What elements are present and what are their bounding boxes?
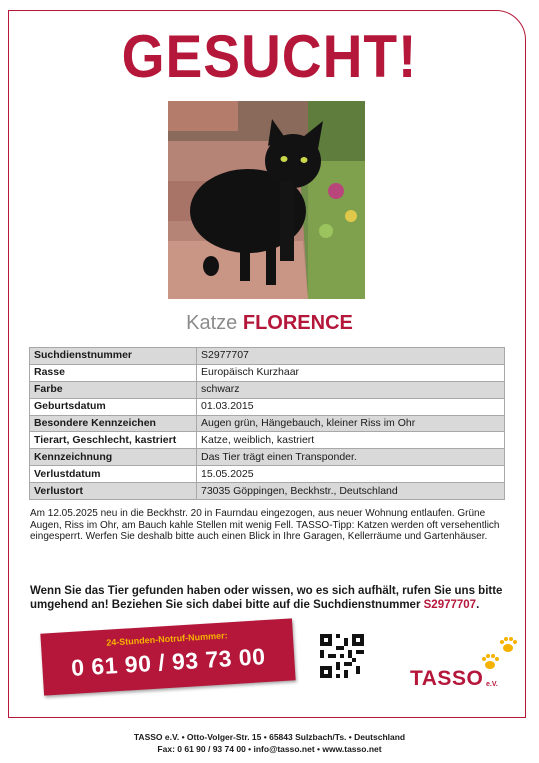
tasso-logo — [410, 667, 498, 691]
details-label: Farbe — [30, 381, 197, 398]
headline: GESUCHT! — [121, 23, 418, 90]
details-value: schwarz — [197, 381, 505, 398]
footer — [0, 731, 539, 755]
pet-kind: Katze — [186, 312, 238, 334]
details-table — [29, 347, 505, 500]
details-value: 15.05.2025 — [197, 466, 505, 483]
details-row — [30, 432, 505, 449]
details-label: Kennzeichnung — [30, 449, 197, 466]
details-row — [30, 348, 505, 365]
notice-text: Wenn Sie das Tier gefunden haben oder wissen, wo es sich aufhält, rufen Sie uns bitte umgehend an! Beziehen Sie sich dabei bitte auf die Suchdienstnummer — [30, 585, 503, 611]
cat-photo — [168, 101, 365, 299]
details-value: Augen grün, Hängebauch, kleiner Riss im Ohr — [197, 415, 505, 432]
footer-address: TASSO e.V. • Otto-Volger-Str. 15 • 65843 Sulzbach/Ts. • Deutschland — [133, 732, 406, 742]
details-value: Das Tier trägt einen Transponder. — [197, 449, 505, 466]
qr-code-icon[interactable] — [320, 634, 364, 678]
details-row — [30, 466, 505, 483]
brand-name: TASSO — [410, 667, 484, 690]
details-row — [30, 381, 505, 398]
details-label: Verlustdatum — [30, 466, 197, 483]
details-label: Verlustort — [30, 483, 197, 500]
contact-notice — [30, 584, 510, 612]
pet-name: FLORENCE — [242, 312, 353, 334]
details-label: Suchdienstnummer — [30, 348, 197, 365]
details-value: Katze, weiblich, kastriert — [197, 432, 505, 449]
details-row — [30, 483, 505, 500]
paw-prints-icon — [478, 634, 520, 674]
details-label: Besondere Kennzeichen — [30, 415, 197, 432]
hotline-phone[interactable]: 0 61 90 / 93 73 00 — [70, 643, 267, 681]
details-row — [30, 398, 505, 415]
details-row — [30, 415, 505, 432]
footer-contact: Fax: 0 61 90 / 93 74 00 • info@tasso.net • www.tasso.net — [157, 744, 382, 754]
details-value: 01.03.2015 — [197, 398, 505, 415]
notice-end: . — [476, 599, 480, 611]
description-text: Am 12.05.2025 neu in die Beckhstr. 20 in Faurndau eingezogen, aus neuer Wohnung entlaufen. Grüne Augen, Riss im Ohr, am Bauch kahle Stellen mit wenig Fell. TASSO-Tipp: Katzen werden oft versehentlich eingesperrt. Werfen Sie deshalb bitte auch einen Blick in Ihre Garagen, Kellerräume und Gartenhäuser. — [30, 508, 500, 542]
details-label: Tierart, Geschlecht, kastriert — [30, 432, 197, 449]
pet-name-line — [0, 312, 539, 335]
details-row — [30, 449, 505, 466]
notice-search-number: S2977707 — [423, 599, 477, 611]
details-value: Europäisch Kurzhaar — [197, 364, 505, 381]
details-label: Rasse — [30, 364, 197, 381]
details-label: Geburtsdatum — [30, 398, 197, 415]
details-value: S2977707 — [197, 348, 505, 365]
details-row — [30, 364, 505, 381]
brand-suffix: e.V. — [486, 681, 498, 688]
hotline-label: 24-Stunden-Notruf-Nummer: — [105, 630, 228, 648]
details-value: 73035 Göppingen, Beckhstr., Deutschland — [197, 483, 505, 500]
